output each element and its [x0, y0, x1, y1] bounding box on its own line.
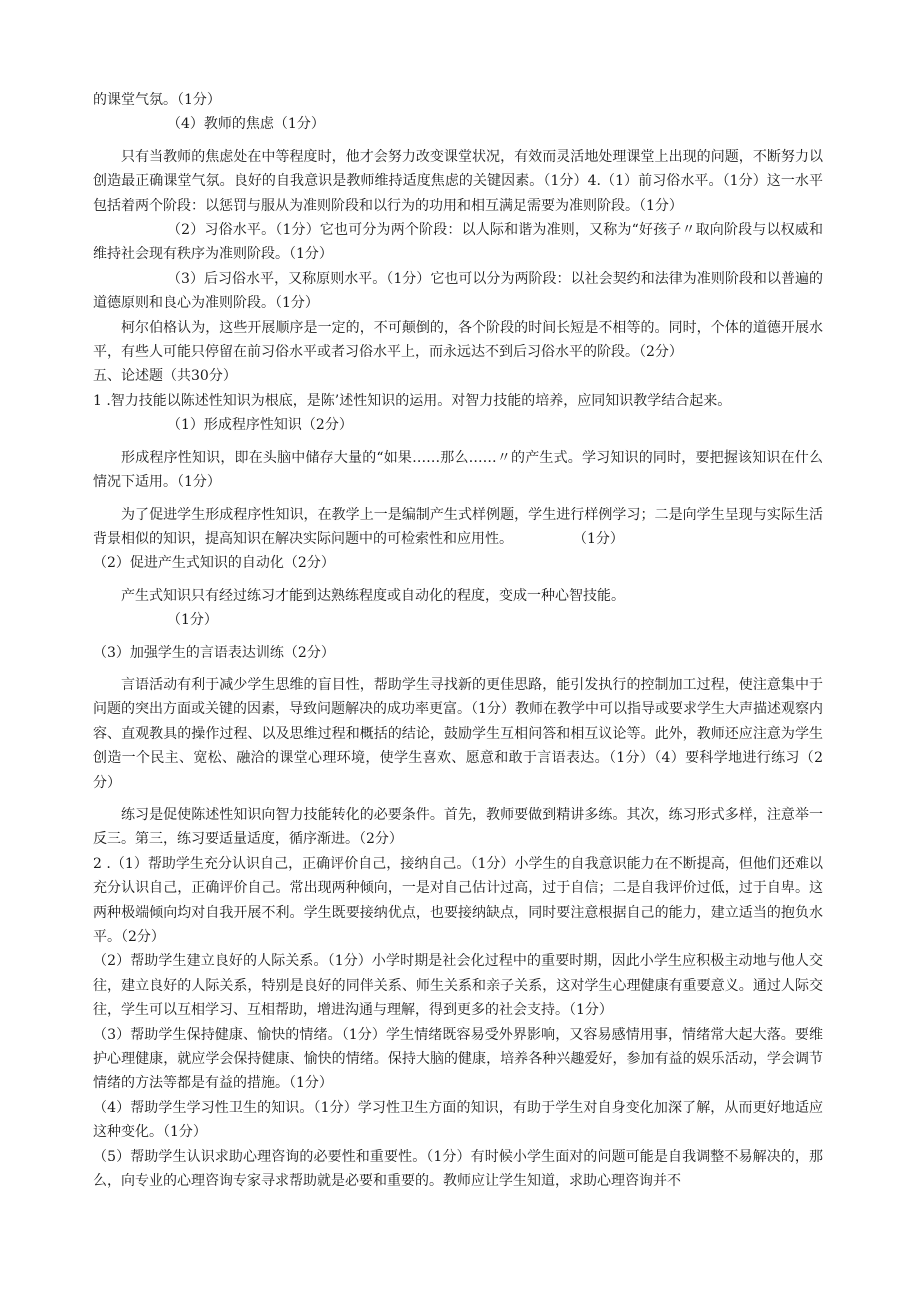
paragraph-16: 言语活动有利于减少学生思维的盲目性，帮助学生寻找新的更佳思路，能引发执行的控制加工过程，使注意集中于问题的突出方面或关键的因素，导致问题解决的成功率更富。（1分）教师在教学中可以指导或要求学生大声描述观察内容、直观教具的操作过程、以及思维过程和概括的结论，鼓励学生互相问答和相互议论等。此外，教师还应注意为学生创造一个民主、宽松、融洽的课堂心理环境，使学生喜欢、愿意和敢于言语表达。（1分）（4）要科学地进行练习（2分） [93, 676, 823, 791]
paragraph-11-text: 为了促进学生形成程序性知识，在教学上一是编制产生式样例题，学生进行样例学习；二是向学生呈现与实际生活背景相似的知识，提高知识在解决实际问题中的可检索性和应用性。 [93, 506, 823, 547]
paragraph-8: 1 .智力技能以陈述性知识为根底，是陈’述性知识的运用。对智力技能的培养，应同知识教学结合起来。 [93, 392, 732, 409]
paragraph-12: （2）促进产生式知识的自动化（2分） [93, 555, 335, 572]
paragraph-10: 形成程序性知识，即在头脑中储存大量的“如果……那么……〃的产生式。学习知识的同时，要把握该知识在什么情况下适用。（1分） [93, 449, 823, 491]
paragraph-15: （3）加强学生的言语表达训练（2分） [93, 644, 335, 661]
paragraph-20: （3）帮助学生保持健康、愉快的情绪。（1分）学生情绪既容易受外界影响，又容易感情用事，情绪常大起大落。要维护心理健康，就应学会保持健康、愉快的情绪。保持大脑的健康，培养各种兴趣爱好，参加有益的娱乐活动，学会调节情绪的方法等都是有益的措施。（1分） [93, 1026, 823, 1092]
paragraph-14: （1分） [167, 612, 218, 629]
paragraph-3: 只有当教师的焦虑处在中等程度时，他才会努力改变课堂状况，有效而灵活地处理课堂上出现的问题，不断努力以创造最正确课堂气氛。良好的自我意识是教师维持适度焦虑的关键因素。（1分）4.（1）前习俗水平。（1分）这一水平包括着两个阶段：以惩罚与服从为准则阶段和以行为的功用和相互满足需要为准则阶段。（1分） [93, 148, 823, 214]
paragraph-18: 2 .（1）帮助学生充分认识自己，正确评价自己，接纳自己。（1分）小学生的自我意识能力在不断提高，但他们还难以充分认识自己，正确评价自己。常出现两种倾向，一是对自己估计过高，过于自信；二是自我评价过低，过于自卑。这两种极端倾向均对自我开展不利。学生既要接纳优点，也要接纳缺点，同时要注意根据自己的能力，建立适当的抱负水平。（2分） [93, 855, 823, 945]
paragraph-11 [93, 503, 823, 552]
paragraph-1: 的课堂气氛。（1分） [93, 92, 221, 108]
section-heading: 五、论述题（共30分） [93, 368, 237, 385]
paragraph-2: （4）教师的焦虑（1分） [167, 116, 325, 133]
paragraph-19: （2）帮助学生建立良好的人际关系。（1分）小学时期是社会化过程中的重要时期，因此小学生应积极主动地与他人交往，建立良好的人际关系，特别是良好的同伴关系、师生关系和亲子关系，这对学生心理健康有重要意义。通过人际交往，学生可以互相学习、互相帮助，增进沟通与理解，得到更多的社会支持。（1分） [93, 953, 823, 1019]
paragraph-22: （5）帮助学生认识求助心理咨询的必要性和重要性。（1分）有时候小学生面对的问题可能是自我调整不易解决的，那么，向专业的心理咨询专家寻求帮助就是必要和重要的。教师应让学生知道，求助心理咨询并不 [93, 1148, 823, 1190]
paragraph-6: 柯尔伯格认为，这些开展顺序是一定的，不可颠倒的，各个阶段的时间长短是不相等的。同时，个体的道德开展水平，有些人可能只停留在前习俗水平或者习俗水平上，而永远达不到后习俗水平的阶段。（2分） [93, 319, 823, 361]
paragraph-9: （1）形成程序性知识（2分） [167, 417, 353, 434]
paragraph-5: （3）后习俗水平，又称原则水平。（1分）它也可以分为两阶段：以社会契约和法律为准则阶段和以普遍的道德原则和良心为准则阶段。（1分） [93, 270, 823, 312]
paragraph-11-score: （1分） [573, 530, 624, 547]
paragraph-13: 产生式知识只有经过练习才能到达熟练程度或自动化的程度，变成一种心智技能。 [121, 587, 625, 604]
document-page [93, 88, 823, 1193]
paragraph-21: （4）帮助学生学习性卫生的知识。（1分）学习性卫生方面的知识，有助于学生对自身变化加深了解，从而更好地适应这种变化。（1分） [93, 1099, 823, 1141]
paragraph-17: 练习是促使陈述性知识向智力技能转化的必要条件。首先，教师要做到精讲多练。其次，练习形式多样，注意举一反三。第三，练习要适量适度，循序渐进。（2分） [93, 806, 823, 848]
paragraph-4: （2）习俗水平。（1分）它也可分为两个阶段：以人际和谐为准则，又称为“好孩子〃取向阶段与以权威和维持社会现有秩序为准则阶段。（1分） [93, 222, 823, 263]
